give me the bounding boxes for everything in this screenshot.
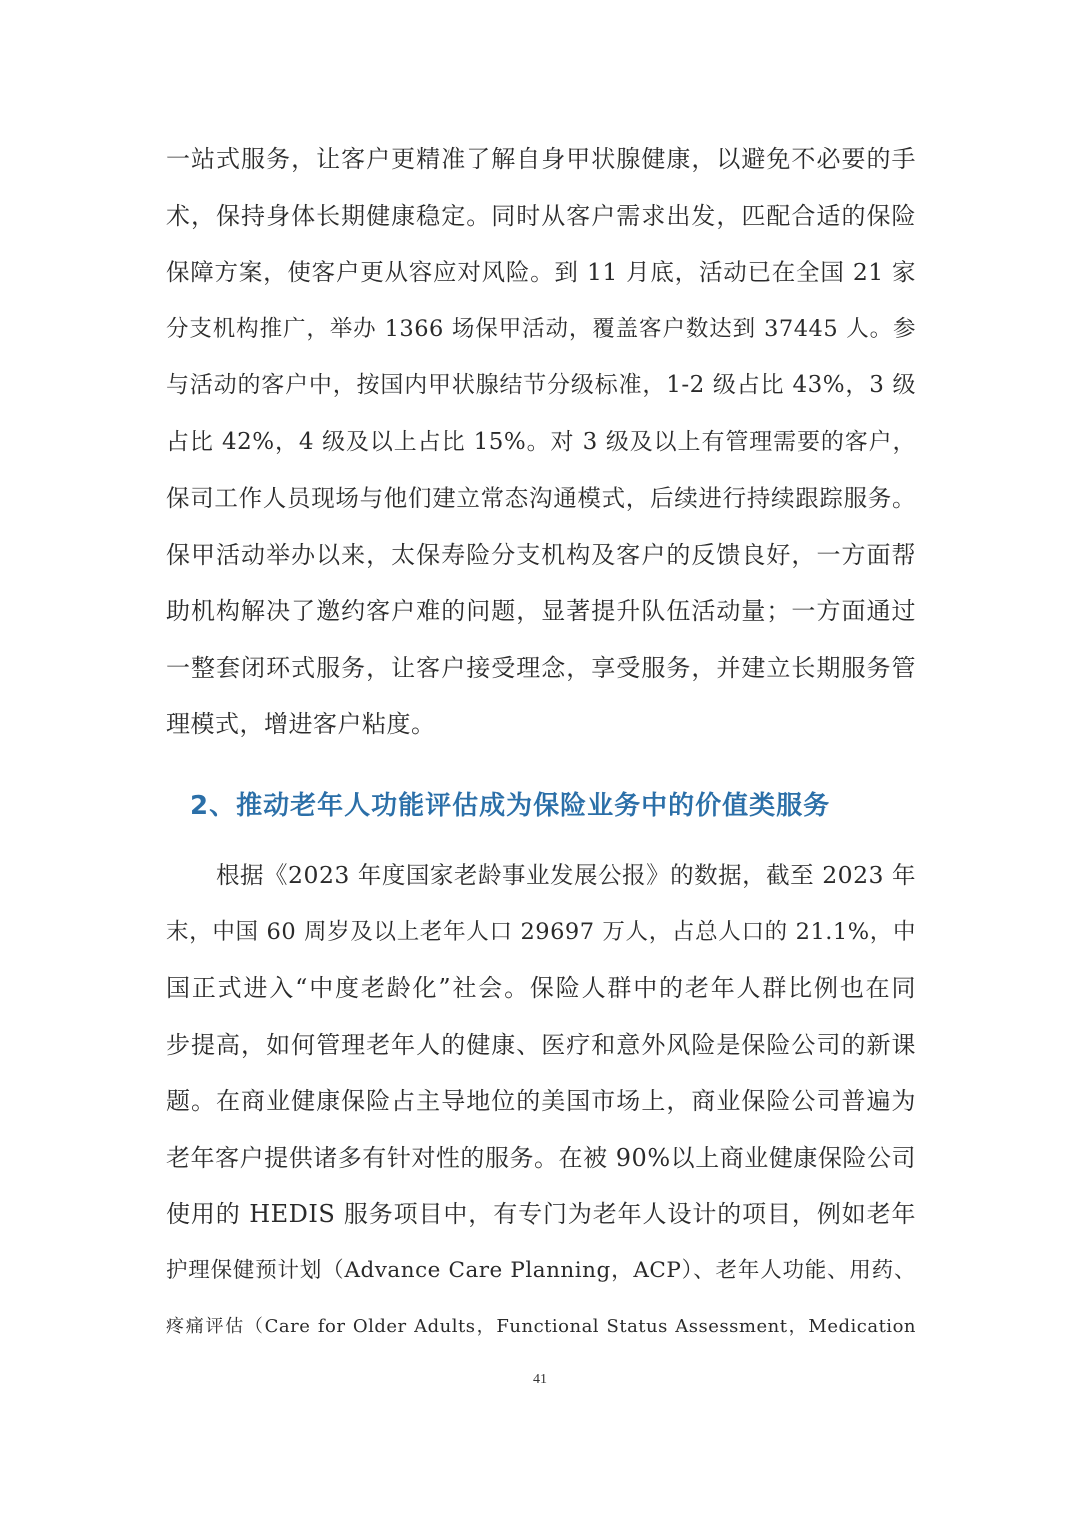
paragraph-line: 末，中国 60 周岁及以上老年人口 29697 万人，占总人口的 21.1%，中 xyxy=(166,919,916,945)
section-heading: 2、推动老年人功能评估成为保险业务中的价值类服务 xyxy=(190,791,831,821)
paragraph-line: 护理保健预计划（Advance Care Planning，ACP）、老年人功能、用药、 xyxy=(166,1258,916,1283)
paragraph-line: 根据《2023 年度国家老龄事业发展公报》的数据，截至 2023 年 xyxy=(216,861,916,889)
paragraph-line: 步提高，如何管理老年人的健康、医疗和意外风险是保险公司的新课 xyxy=(166,1031,916,1059)
paragraph-line: 老年客户提供诸多有针对性的服务。在被 90%以上商业健康保险公司 xyxy=(166,1144,916,1172)
paragraph-line: 助机构解决了邀约客户难的问题，显著提升队伍活动量；一方面通过 xyxy=(166,597,916,625)
paragraph-line: 占比 42%，4 级及以上占比 15%。对 3 级及以上有管理需要的客户， xyxy=(166,429,916,455)
paragraph-line: 一站式服务，让客户更精准了解自身甲状腺健康，以避免不必要的手 xyxy=(166,145,916,173)
paragraph-line: 保甲活动举办以来，太保寿险分支机构及客户的反馈良好，一方面帮 xyxy=(166,541,916,569)
paragraph-line: 术，保持身体长期健康稳定。同时从客户需求出发，匹配合适的保险 xyxy=(166,202,916,230)
paragraph-line: 疼痛评估（Care for Older Adults，Functional Status Assessment，Medication xyxy=(166,1316,916,1337)
paragraph-line: 分支机构推广，举办 1366 场保甲活动，覆盖客户数达到 37445 人。参 xyxy=(166,316,916,342)
paragraph-line: 一整套闭环式服务，让客户接受理念，享受服务，并建立长期服务管 xyxy=(166,654,916,682)
paragraph-line: 使用的 HEDIS 服务项目中，有专门为老年人设计的项目，例如老年 xyxy=(166,1200,916,1228)
paragraph-line: 题。在商业健康保险占主导地位的美国市场上，商业保险公司普遍为 xyxy=(166,1087,916,1115)
paragraph-line: 保司工作人员现场与他们建立常态沟通模式，后续进行持续跟踪服务。 xyxy=(166,484,916,512)
paragraph-line: 国正式进入“中度老龄化”社会。保险人群中的老年人群比例也在同 xyxy=(166,974,916,1002)
paragraph-line: 理模式，增进客户粘度。 xyxy=(166,710,436,738)
paragraph-line: 与活动的客户中，按国内甲状腺结节分级标准，1-2 级占比 43%，3 级 xyxy=(166,372,916,398)
paragraph-line: 保障方案，使客户更从容应对风险。到 11 月底，活动已在全国 21 家 xyxy=(166,258,916,286)
page-number: 41 xyxy=(533,1372,547,1387)
